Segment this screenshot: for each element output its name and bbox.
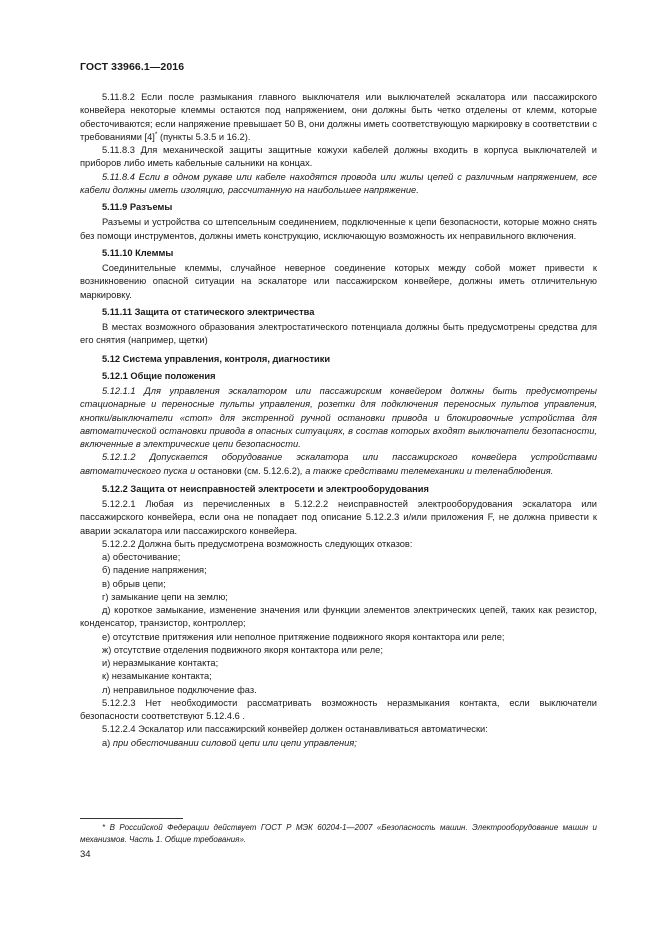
footnote-marker: * (102, 823, 106, 832)
footnote (80, 822, 597, 845)
clause-5-12-1-2 (80, 451, 597, 478)
page-content (80, 91, 597, 750)
heading-5-12: 5.12 Система управления, контроля, диагностики (102, 353, 331, 364)
clause-5-11-10: Соединительные клеммы, случайное неверное соединение которых между собой может привести к возникновению опасной ситуации на эскалаторе или пассажирском конвейере, должны иметь отличительную маркировку. (80, 263, 597, 300)
list-label: а) (102, 737, 113, 748)
heading-5-12-2: 5.12.2 Защита от неисправностей электросети и электрооборудования (102, 483, 429, 494)
list-item (80, 737, 597, 750)
clause-5-11-8-4: 5.11.8.4 Если в одном рукаве или кабеле находятся провода или жилы цепей с различным напряжением, все кабели должны иметь изоляцию, рассчитанную на наибольшее напряжение. (80, 171, 597, 195)
clause-5-11-8-3: 5.11.8.3 Для механической защиты защитные кожухи кабелей должны входить в корпуса выключателей и приборов либо иметь кабельные сальники на концах. (80, 145, 597, 169)
document-header: ГОСТ 33966.1—2016 (80, 61, 185, 73)
list-item: а) обесточивание; (102, 552, 181, 562)
list-item: д) короткое замыкание, изменение значения или функции элементов электрических цепей, таких как резистор, конденсатор, транзистор, контроллер; (80, 605, 597, 629)
list-item: к) незамыкание контакта; (102, 671, 212, 682)
heading-5-12-1: 5.12.1 Общие положения (102, 370, 216, 381)
clause-text: 5.11.8.2 Если после размыкания главного выключателя или выключателей эскалатора или пассажирского конвейера некоторые клеммы остаются под напряжением, они должны быть четко отделены от клемм, которые обесточиваются; если напряжение превышает 50 В, они должны иметь соответствующую маркировку в соответствии с требованиями [4] (80, 92, 597, 142)
list-item: л) неправильное подключение фаз. (102, 684, 257, 695)
clause-text: 5.12.1.2 Допускается оборудование эскалатора или пассажирского конвейера устройствами автоматического пуска и (80, 452, 597, 476)
list-item: ж) отсутствие отделения подвижного якоря контактора или реле; (102, 644, 383, 655)
clause-5-12-1-1: 5.12.1.1 Для управления эскалатором или пассажирским конвейером должны быть предусмотрены стационарные и переносные пульты управления, розетки для подключения переносных пультов управления, кнопки/выключатели «стоп» для экстренной ручной остановки привода и блокировочные устройства для автоматической остановки привода в опасных ситуациях, в состав которых входят выключатели безопасности, включенные в электрические цепи безопасности. (80, 386, 597, 449)
heading-5-11-9: 5.11.9 Разъемы (102, 202, 173, 212)
list-item: б) падение напряжения; (102, 565, 207, 576)
clause-5-12-2-3: 5.12.2.3 Нет необходимости рассматривать возможность неразмыкания контакта, если выключатели безопасности соответствуют 5.12.4.6 . (80, 697, 597, 721)
clause-5-11-8-2 (80, 91, 597, 144)
heading-5-11-11: 5.11.11 Защита от статического электричества (102, 306, 315, 317)
clause-text-tail: (пункты 5.3.5 и 16.2). (157, 131, 251, 142)
clause-text-upright: остановки (см. 5.12.6.2) (197, 465, 301, 476)
footnote-ref: * (154, 130, 158, 138)
heading-5-11-10: 5.11.10 Клеммы (102, 247, 174, 258)
footnote-text: В Российской Федерации действует ГОСТ Р МЭК 60204-1—2007 «Безопасность машин. Электрооборудование машин и механизмов. Часть 1. Общие требования». (80, 823, 597, 844)
list-text: при обесточивании силовой цепи или цепи управления; (112, 737, 357, 748)
clause-5-12-2-4: 5.12.2.4 Эскалатор или пассажирский конвейер должен останавливаться автоматически: (102, 724, 488, 735)
clause-5-11-9: Разъемы и устройства со штепсельным соединением, подключенные к цепи безопасности, которые можно снять без помощи инструментов, должны иметь конструкцию, исключающую возможность их неправильного включения. (80, 217, 597, 241)
clause-text-tail: , а также средствами телемеханики и теленаблюдения. (300, 465, 554, 476)
footnote-divider (80, 818, 183, 819)
list-item: г) замыкание цепи на землю; (102, 591, 228, 602)
list-item: в) обрыв цепи; (102, 578, 166, 589)
clause-5-12-2-1: 5.12.2.1 Любая из перечисленных в 5.12.2.2 неисправностей электрооборудования эскалатора или пассажирского конвейера, если она не попадает под описание 5.12.2.3 и/или приложения F, не должна привести к аварии эскалатора или пассажирского конвейера. (80, 499, 597, 536)
list-item: е) отсутствие притяжения или неполное притяжение подвижного якоря контактора или реле; (102, 631, 505, 642)
clause-5-12-2-2: 5.12.2.2 Должна быть предусмотрена возможность следующих отказов: (102, 538, 413, 549)
page-number: 34 (80, 849, 91, 860)
list-item: и) неразмыкание контакта; (102, 658, 219, 668)
clause-5-11-11: В местах возможного образования электростатического потенциала должны быть предусмотрены средства для его снятия (например, щетки) (80, 322, 597, 346)
